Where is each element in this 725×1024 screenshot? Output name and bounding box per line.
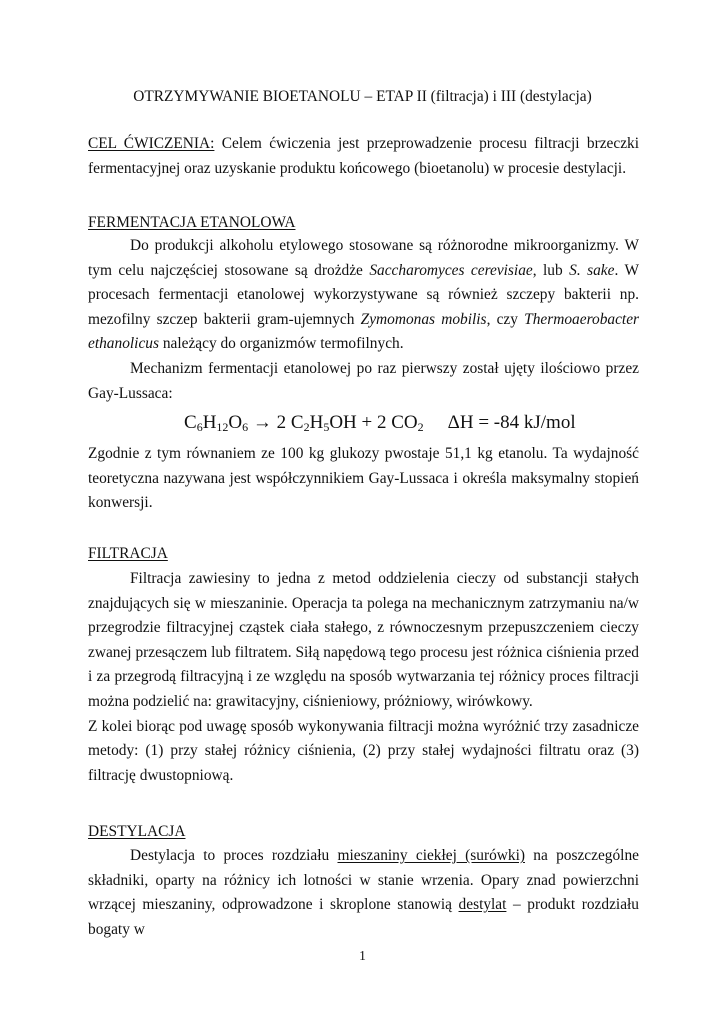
distillation-heading: DESTYLACJA (88, 823, 186, 840)
page-number: 1 (359, 948, 366, 963)
filtration-paragraph-1: Filtracja zawiesiny to jedna z metod oddzielenia cieczy od substancji stałych znajdujących się w mieszaninie. Operacja ta polega na mechanicznym zatrzymaniu na/w przegrodzie filtracyjnej cząstek ciała stałego, z równoczesnym przepuszczeniem cieczy zwanej przesączem lub filtratem. Siłą napędową tego procesu jest różnica ciśnienia przed i za przegrodą filtracyjną i ze względu na sposób wytwarzania tej różnicy proces filtracji można podzielić na: grawitacyjny, ciśnieniowy, próżniowy, wirówkowy. (88, 570, 639, 710)
species-name: Zymomonas mobilis (360, 310, 487, 328)
species-name: S. sake (569, 261, 615, 279)
filtration-paragraph-2: Z kolei biorąc pod uwagę sposób wykonywania filtracji można wyróżnić trzy zasadnicze metody: (1) przy stałej różnicy ciśnienia, (2) przy stałej wydajności filtratu oraz (3) filtrację dwustopniową. (88, 717, 639, 784)
text-run: na poszczególne składniki, oparty na różnicy ich lotności w stanie wrzenia. Opary znad powierzchni wrzącej mieszaniny, odprowadzone i skroplone stanowią (88, 847, 639, 914)
fermentation-paragraph-3: Zgodnie z tym równaniem ze 100 kg glukozy pwostaje 51,1 kg etanolu. Ta wydajność teoretyczna nazywana jest współczynnikiem Gay-Lussaca i określa maksymalny stopień konwersji. (88, 445, 639, 512)
goal-text: Celem ćwiczenia jest przeprowadzenie procesu filtracji brzeczki fermentacyjnej oraz uzyskanie produktu końcowego (bioetanolu) w procesie destylacji. (88, 135, 639, 177)
eq-subscript: 12 (216, 420, 229, 434)
eq-part: C (184, 412, 197, 433)
eq-part: O (228, 412, 243, 433)
distillation-paragraph-1 (88, 844, 639, 942)
exercise-goal (88, 132, 639, 181)
eq-part: H (309, 412, 324, 433)
fermentation-paragraph-1 (88, 234, 639, 357)
distillation-section (88, 844, 639, 942)
eq-subscript: 6 (196, 420, 203, 434)
fermentation-heading: FERMENTACJA ETANOLOWA (88, 214, 296, 231)
eq-subscript: 5 (323, 420, 330, 434)
species-name: Thermoaerobacter ethanolicus (88, 310, 640, 353)
term-link-distillate[interactable]: destylat (458, 896, 507, 914)
text-run: należący do organizmów termofilnych. (158, 335, 404, 353)
eq-part: H (202, 412, 217, 433)
eq-subscript: 2 (417, 420, 424, 434)
document-title: OTRZYMYWANIE BIOETANOLU – ETAP II (filtracja) i III (destylacja) (133, 88, 592, 105)
term-link-mixture[interactable]: mieszaniny ciekłej (surówki) (337, 847, 525, 864)
eq-subscript: 2 (303, 420, 310, 434)
text-run: Destylacja to proces rozdziału (130, 847, 338, 864)
text-run: . W procesach fermentacji etanolowej wykorzystywane są również szczepy bakterii np. mezofilny szczep bakterii gram-ujemnych (88, 261, 639, 328)
text-run: , czy (486, 310, 525, 328)
text-run: Do produkcji alkoholu etylowego stosowane są różnorodne mikroorganizmy. W tym celu najczęściej stosowane są drożdże (88, 237, 639, 279)
reaction-equation (184, 412, 576, 434)
filtration-heading: FILTRACJA (88, 545, 168, 562)
species-name: Saccharomyces cerevisiae (369, 261, 533, 279)
fermentation-section (88, 234, 639, 406)
text-run: , lub (532, 261, 570, 279)
eq-part: → 2 C (248, 412, 304, 433)
fermentation-conclusion (88, 442, 639, 516)
eq-part: OH + 2 CO (329, 412, 418, 433)
goal-label: CEL ĆWICZENIA: (88, 135, 215, 152)
fermentation-paragraph-2: Mechanizm fermentacji etanolowej po raz pierwszy został ujęty ilościowo przez Gay-Lussaca: (88, 359, 639, 402)
text-run: – produkt rozdziału bogaty w (88, 896, 639, 938)
filtration-section (88, 567, 639, 788)
eq-subscript: 6 (242, 420, 249, 434)
enthalpy-value: ΔH = -84 kJ/mol (447, 412, 576, 433)
